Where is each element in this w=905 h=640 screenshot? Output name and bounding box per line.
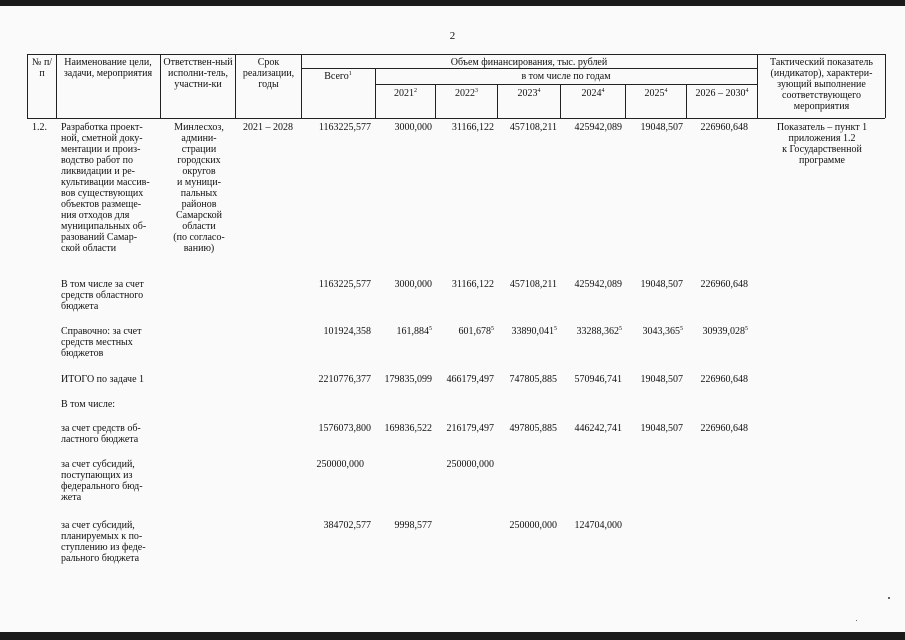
row-regional-budget-name: за счет средств об- ластного бюджета — [61, 423, 141, 445]
row-regional-budget-2025: 19048,507 — [640, 423, 683, 434]
row-main-2025: 19048,507 — [640, 122, 683, 133]
row-regional-2025: 19048,507 — [640, 279, 683, 290]
header-term: Срок реализации, годы — [242, 57, 295, 90]
scan-speck — [856, 620, 857, 621]
row-regional-budget-2023: 497805,885 — [509, 423, 557, 434]
header-bottom-line — [27, 118, 885, 119]
row-main-2023: 457108,211 — [509, 122, 557, 133]
header-indicator: Тактический показатель (индикатор), характери-зующий выполнение соответствующего мероприятия — [770, 57, 873, 112]
row-federal-subsidies-2022: 250000,000 — [446, 459, 494, 470]
header-year-2022: 2022$^3$ — [455, 88, 478, 99]
col-divider-11 — [757, 54, 758, 118]
row-main-total: 1163225,577 — [318, 122, 371, 133]
row-regional-2022: 31166,122 — [451, 279, 494, 290]
row-regional-2024: 425942,089 — [574, 279, 622, 290]
row-reference-2023: 33890,041$^5$ — [511, 326, 557, 337]
row-including-name: В том числе: — [61, 399, 116, 410]
col-divider-4 — [301, 54, 302, 118]
row-total-name: ИТОГО по задаче 1 — [61, 374, 145, 385]
row-number: 1.2. — [32, 122, 47, 133]
row-regional-2026-2030: 226960,648 — [700, 279, 748, 290]
row-reference-total: 101924,358 — [323, 326, 371, 337]
row-total-2026-2030: 226960,648 — [700, 374, 748, 385]
row-regional-total: 1163225,577 — [318, 279, 371, 290]
header-total: Всего$^1$ — [324, 71, 352, 82]
row-regional-budget-total: 1576073,800 — [318, 423, 371, 434]
header-year-2026-2030: 2026 – 2030$^4$ — [695, 88, 749, 99]
row-main-responsible: Минлесхоз, админи- страции городских округов и муници- пальных районов Самарской области (по согласо- ванию) — [173, 122, 225, 254]
row-reference-2021: 161,884$^5$ — [396, 326, 432, 337]
row-regional-budget-2026-2030: 226960,648 — [700, 423, 748, 434]
row-main-2024: 425942,089 — [574, 122, 622, 133]
header-year-2025: 2025$^4$ — [644, 88, 668, 99]
row-federal-subsidies-total: 250000,000 — [316, 459, 364, 470]
row-regional-2021: 3000,000 — [394, 279, 432, 290]
scan-edge-top — [0, 0, 905, 6]
row-main-name: Разработка проект- ной, сметной доку- ментации и произ- водство работ по ликвидации и ре- культивации массив- вов существующих объектов размеще- ния отходов для муниципальных об- разований Самар- ской области — [61, 122, 150, 254]
header-num: № п/п — [31, 57, 53, 79]
header-year-2024: 2024$^4$ — [581, 88, 605, 99]
row-reference-2024: 33288,362$^5$ — [576, 326, 622, 337]
table-border-left — [27, 54, 28, 118]
row-federal-subsidies-name: за счет субсидий, поступающих из федерального бюд- жета — [61, 459, 143, 503]
header-name: Наименование цели, задачи, мероприятия — [63, 57, 153, 79]
row-total-2022: 466179,497 — [446, 374, 494, 385]
years-header-line — [375, 84, 757, 85]
funding-header-line — [301, 68, 757, 69]
row-total-2025: 19048,507 — [640, 374, 683, 385]
row-total-2021: 179835,099 — [384, 374, 432, 385]
row-planned-subsidies-2023: 250000,000 — [509, 520, 557, 531]
row-planned-subsidies-name: за счет субсидий, планируемых к по- ступлению из феде- рального бюджета — [61, 520, 146, 564]
row-main-2026-2030: 226960,648 — [700, 122, 748, 133]
row-planned-subsidies-2021: 9998,577 — [394, 520, 432, 531]
header-year-2023: 2023$^4$ — [517, 88, 541, 99]
header-responsible: Ответствен-ный исполни-тель, участни-ки — [163, 57, 233, 90]
row-total-2024: 570946,741 — [574, 374, 622, 385]
header-funding: Объем финансирования, тыс. рублей — [450, 57, 608, 68]
row-total-2023: 747805,885 — [509, 374, 557, 385]
row-planned-subsidies-2024: 124704,000 — [574, 520, 622, 531]
row-planned-subsidies-total: 384702,577 — [323, 520, 371, 531]
row-reference-2026-2030: 30939,028$^5$ — [702, 326, 748, 337]
row-main-indicator: Показатель – пункт 1 приложения 1.2 к Государственной программе — [776, 122, 868, 166]
table-border-right — [885, 54, 886, 118]
row-regional-2023: 457108,211 — [509, 279, 557, 290]
row-main-2022: 31166,122 — [451, 122, 494, 133]
row-total-total: 2210776,377 — [318, 374, 371, 385]
row-regional-budget-2022: 216179,497 — [446, 423, 494, 434]
row-reference-name: Справочно: за счет средств местных бюджетов — [61, 326, 142, 359]
row-main-term: 2021 – 2028 — [243, 122, 293, 133]
scan-edge-bottom — [0, 632, 905, 640]
row-reference-2022: 601,678$^5$ — [458, 326, 494, 337]
header-by-years: в том числе по годам — [521, 71, 611, 82]
page-number: 2 — [449, 30, 456, 42]
col-divider-3 — [235, 54, 236, 118]
row-main-2021: 3000,000 — [394, 122, 432, 133]
row-reference-2025: 3043,365$^5$ — [642, 326, 683, 337]
row-regional-budget-2024: 446242,741 — [574, 423, 622, 434]
col-divider-1 — [56, 54, 57, 118]
row-regional-name: В том числе за счет средств областного бюджета — [61, 279, 144, 312]
col-divider-2 — [160, 54, 161, 118]
header-year-2021: 2021$^2$ — [394, 88, 417, 99]
row-regional-budget-2021: 169836,522 — [384, 423, 432, 434]
scan-speck — [888, 597, 890, 599]
